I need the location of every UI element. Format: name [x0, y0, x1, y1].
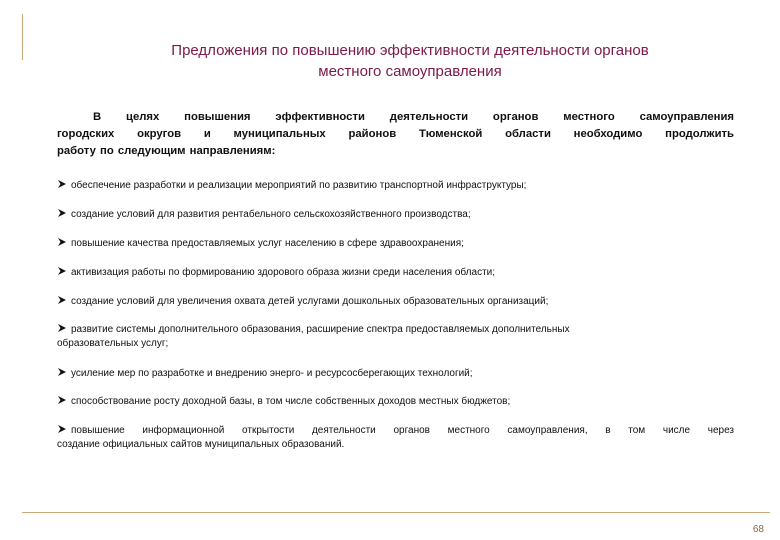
page-number: 68: [752, 524, 764, 535]
intro-line-3: работу по следующим направлениям:: [57, 145, 276, 157]
bullet-text-line-1: развитие системы дополнительного образования, расширение спектра предоставляемых дополнительных: [71, 324, 570, 335]
arrowhead-icon: [57, 266, 67, 276]
bullet-first-line: [57, 424, 734, 438]
frame-left-line: [22, 14, 23, 60]
bullet-text: обеспечение разработки и реализации мероприятий по развитию транспортной инфраструктуры;: [71, 180, 527, 191]
bullet-item: [57, 208, 734, 222]
bullet-text-line-1: повышение информационной открытости деятельности органов местного самоуправления, в том числе через: [71, 425, 734, 436]
bullet-text: усиление мер по разработке и внедрению энерго- и ресурсосберегающих технологий;: [71, 368, 473, 379]
arrowhead-icon: [57, 424, 67, 434]
frame-bottom-line: [22, 512, 770, 513]
bullet-text: повышение качества предоставляемых услуг населению в сфере здравоохранения;: [71, 238, 464, 249]
intro-line-2: городских округов и муниципальных районов Тюменской области необходимо продолжить: [57, 128, 734, 140]
bullet-item: [57, 295, 734, 309]
page-title: [80, 40, 740, 82]
bullet-text: способствование росту доходной базы, в том числе собственных доходов местных бюджетов;: [71, 396, 511, 407]
arrowhead-icon: [57, 208, 67, 218]
arrowhead-icon: [57, 237, 67, 247]
arrowhead-icon: [57, 395, 67, 405]
bullet-item: [57, 367, 734, 381]
intro-paragraph: [57, 109, 734, 160]
arrowhead-icon: [57, 367, 67, 377]
title-line-1: Предложения по повышению эффективности деятельности органов: [171, 42, 649, 59]
arrowhead-icon: [57, 295, 67, 305]
intro-line-1: В целях повышения эффективности деятельности органов местного самоуправления: [93, 111, 734, 123]
bullet-text-line-2: создание официальных сайтов муниципальных образований.: [57, 439, 345, 450]
bullet-text-line-2: образовательных услуг;: [57, 338, 169, 349]
bullet-text: создание условий для увеличения охвата детей услугами дошкольных образовательных организаций;: [71, 296, 549, 307]
bullet-text: создание условий для развития рентабельного сельскохозяйственного производства;: [71, 209, 471, 220]
bullet-item: [57, 395, 734, 409]
title-line-2: местного самоуправления: [318, 63, 502, 80]
bullet-item: [57, 266, 734, 280]
bullet-item: [57, 424, 734, 452]
bullet-text: активизация работы по формированию здорового образа жизни среди населения области;: [71, 267, 496, 278]
bullet-item: [57, 237, 734, 251]
arrowhead-icon: [57, 323, 67, 333]
arrowhead-icon: [57, 179, 67, 189]
bullet-item: [57, 179, 734, 193]
bullet-item: [57, 323, 734, 351]
